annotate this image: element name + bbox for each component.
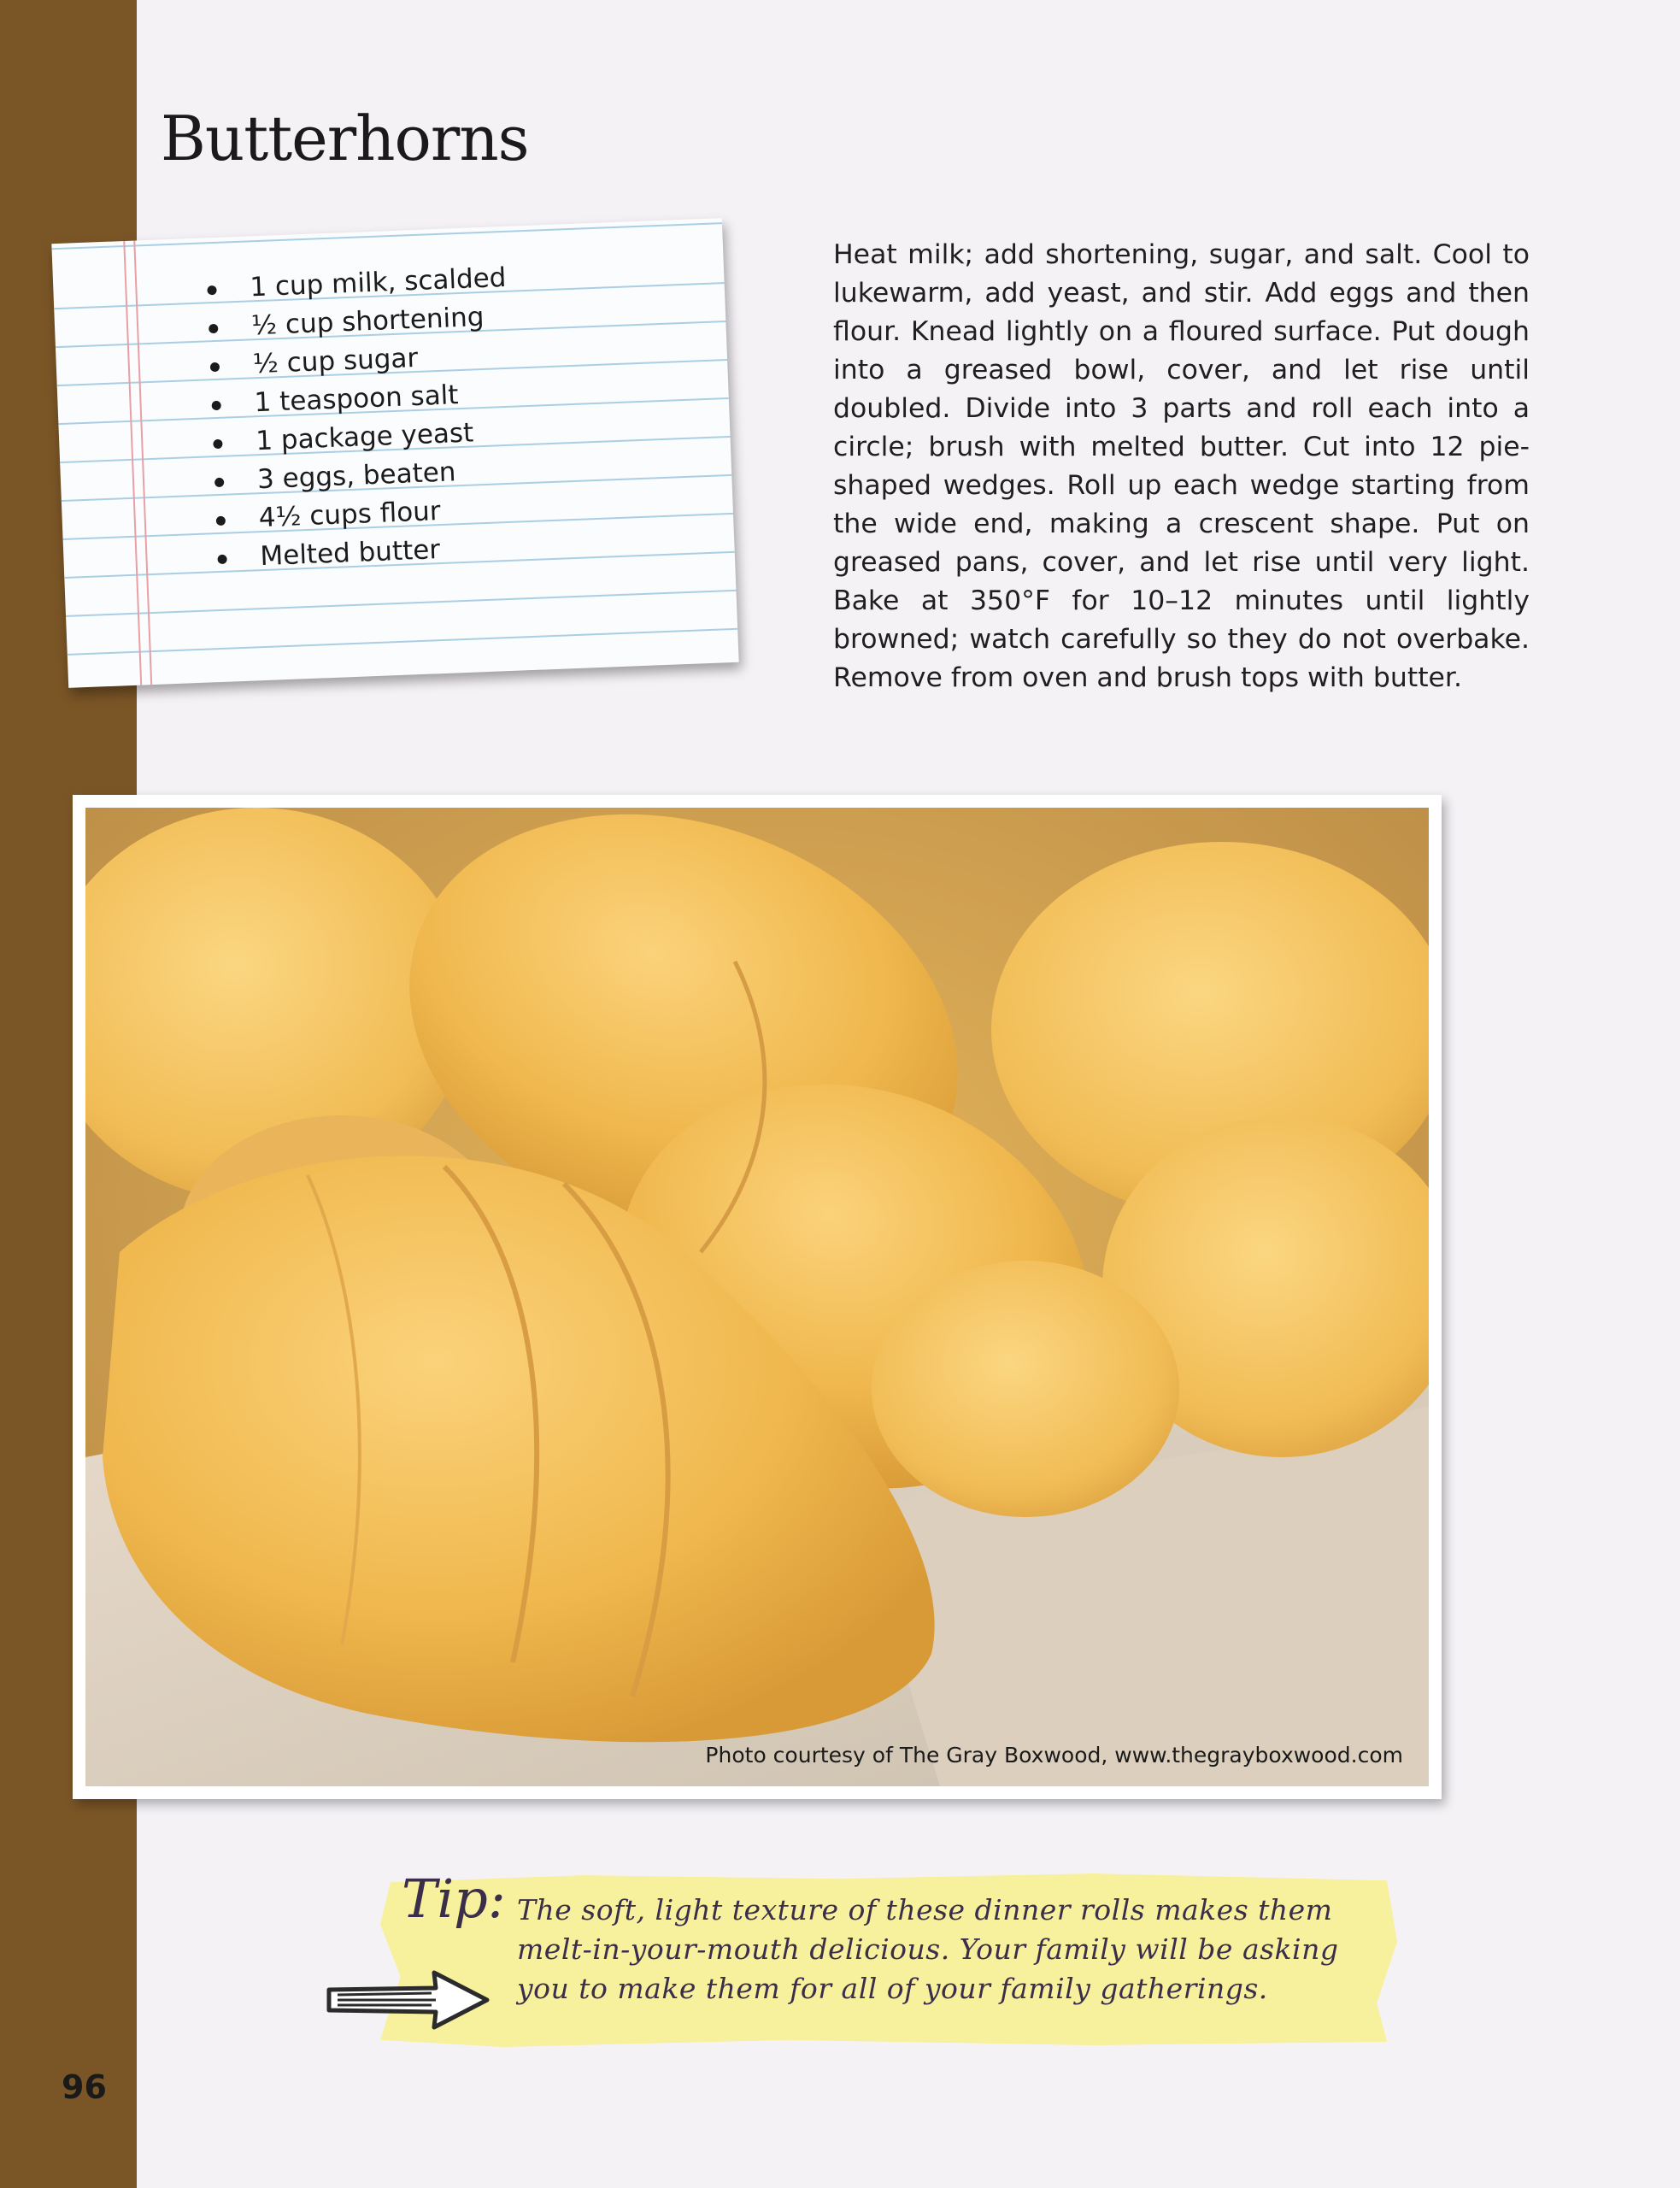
page-number: 96 (62, 2068, 107, 2106)
bullet-icon (212, 401, 221, 410)
rolls-illustration (85, 808, 1429, 1786)
ingredient-item: 1 teaspoon salt (254, 374, 512, 422)
card-margin-line (133, 240, 152, 685)
tip-label: Tip: (402, 1867, 506, 1930)
photo-caption: Photo courtesy of The Gray Boxwood, www.thegrayboxwood.com (705, 1743, 1403, 1767)
bullet-icon (209, 324, 218, 333)
bullet-icon (210, 362, 220, 372)
ingredient-item: 3 eggs, beaten (256, 451, 514, 499)
ingredient-item: ½ cup sugar (252, 336, 510, 384)
arrow-right-icon (325, 1966, 496, 2034)
butterhorn-rolls-photo (85, 808, 1429, 1786)
card-margin-line (123, 241, 142, 685)
tip-text: The soft, light texture of these dinner rolls makes them melt-in-your-mouth delicious. Your family will be asking you to make them for all of your family gatherings. (517, 1893, 1339, 2005)
bullet-icon (217, 555, 226, 564)
bullet-icon (213, 439, 222, 449)
ingredient-item: 1 package yeast (256, 413, 514, 461)
ingredients-card (51, 218, 738, 688)
bullet-icon (214, 478, 224, 487)
bullet-icon (207, 285, 216, 295)
ingredient-item: Melted butter (260, 528, 518, 576)
recipe-instructions: Heat milk; add shortening, sugar, and salt. Cool to lukewarm, add yeast, and stir. Add eggs and then flour. Knead lightly on a floured surface. Put dough into a greased bowl, cover, and let rise until doubled. Divide into 3 parts and roll each into a circle; brush with melted butter. Cut into 12 pie-shaped wedges. Roll up each wedge starting from the wide end, making a crescent shape. Put on greased pans, cover, and let rise until very light. Bake at 350°F for 10–12 minutes until lightly browned; watch carefully so they do not overbake. Remove from oven and brush tops with butter. (833, 239, 1530, 693)
recipe-title: Butterhorns (161, 103, 529, 174)
bullet-icon (216, 516, 226, 526)
ingredient-item: 4½ cups flour (258, 490, 516, 538)
ingredient-item: ½ cup shortening (250, 297, 508, 345)
ingredient-item: 1 cup milk, scalded (250, 259, 508, 307)
photo-frame (73, 795, 1442, 1799)
ingredient-list (250, 259, 518, 576)
